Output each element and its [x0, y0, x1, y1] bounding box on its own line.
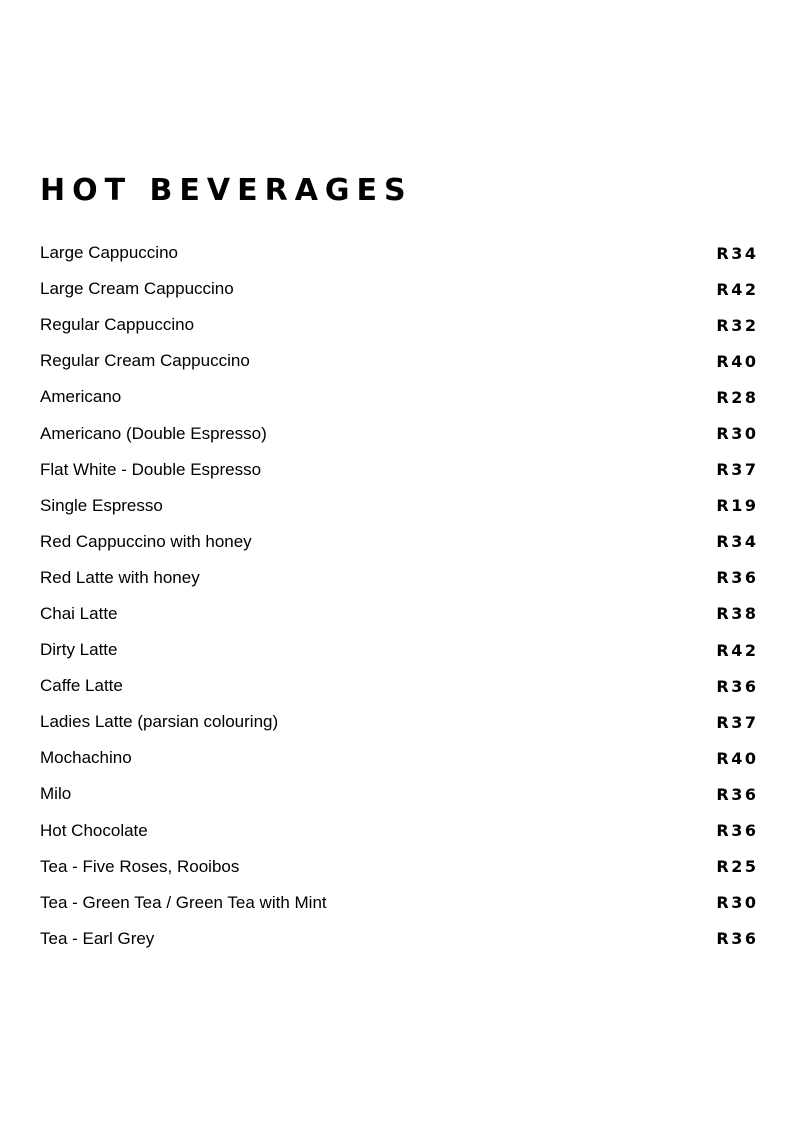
menu-item [40, 379, 759, 415]
menu-item [40, 740, 759, 776]
item-name: Red Latte with honey [40, 567, 200, 587]
item-name: Tea - Five Roses, Rooibos [40, 856, 240, 876]
menu-item [40, 235, 759, 271]
menu-item [40, 596, 759, 632]
menu-item [40, 524, 759, 560]
item-price: R42 [716, 640, 759, 660]
item-name: Milo [40, 784, 72, 804]
item-price: R36 [716, 821, 759, 841]
item-price: R25 [716, 857, 759, 877]
item-price: R37 [716, 712, 759, 732]
item-price: R30 [716, 424, 759, 444]
item-name: Single Espresso [40, 495, 163, 515]
item-price: R30 [716, 893, 759, 913]
item-name: Tea - Green Tea / Green Tea with Mint [40, 892, 327, 912]
item-name: Americano [40, 387, 122, 407]
menu-item [40, 849, 759, 885]
menu-title: HOT BEVERAGES [40, 173, 413, 208]
item-price: R36 [716, 676, 759, 696]
item-name: Chai Latte [40, 603, 118, 623]
item-name: Dirty Latte [40, 640, 118, 660]
menu-item [40, 271, 759, 307]
menu-list [40, 235, 759, 957]
menu-item [40, 921, 759, 957]
item-name: Caffe Latte [40, 676, 123, 696]
item-name: Americano (Double Espresso) [40, 423, 267, 443]
item-name: Red Cappuccino with honey [40, 531, 252, 551]
item-price: R34 [716, 532, 759, 552]
menu-item [40, 415, 759, 451]
item-price: R37 [716, 460, 759, 480]
item-price: R40 [716, 351, 759, 371]
item-name: Mochachino [40, 748, 132, 768]
menu-item [40, 668, 759, 704]
menu-item [40, 813, 759, 849]
item-price: R34 [716, 243, 759, 263]
menu-item [40, 452, 759, 488]
menu-item [40, 560, 759, 596]
item-price: R28 [716, 387, 759, 407]
item-name: Hot Chocolate [40, 820, 148, 840]
item-price: R42 [716, 279, 759, 299]
item-price: R36 [716, 568, 759, 588]
item-price: R32 [716, 315, 759, 335]
item-name: Regular Cappuccino [40, 315, 195, 335]
menu-item [40, 307, 759, 343]
item-name: Ladies Latte (parsian colouring) [40, 712, 279, 732]
menu-item [40, 632, 759, 668]
menu-item [40, 343, 759, 379]
item-name: Flat White - Double Espresso [40, 459, 262, 479]
item-name: Large Cream Cappuccino [40, 279, 234, 299]
menu-item [40, 885, 759, 921]
item-price: R36 [716, 784, 759, 804]
menu-item [40, 704, 759, 740]
menu-item [40, 488, 759, 524]
item-price: R40 [716, 748, 759, 768]
item-name: Tea - Earl Grey [40, 928, 155, 948]
item-name: Large Cappuccino [40, 243, 178, 263]
item-price: R19 [716, 496, 759, 516]
item-name: Regular Cream Cappuccino [40, 351, 250, 371]
item-price: R36 [716, 929, 759, 949]
menu-item [40, 776, 759, 812]
item-price: R38 [716, 604, 759, 624]
